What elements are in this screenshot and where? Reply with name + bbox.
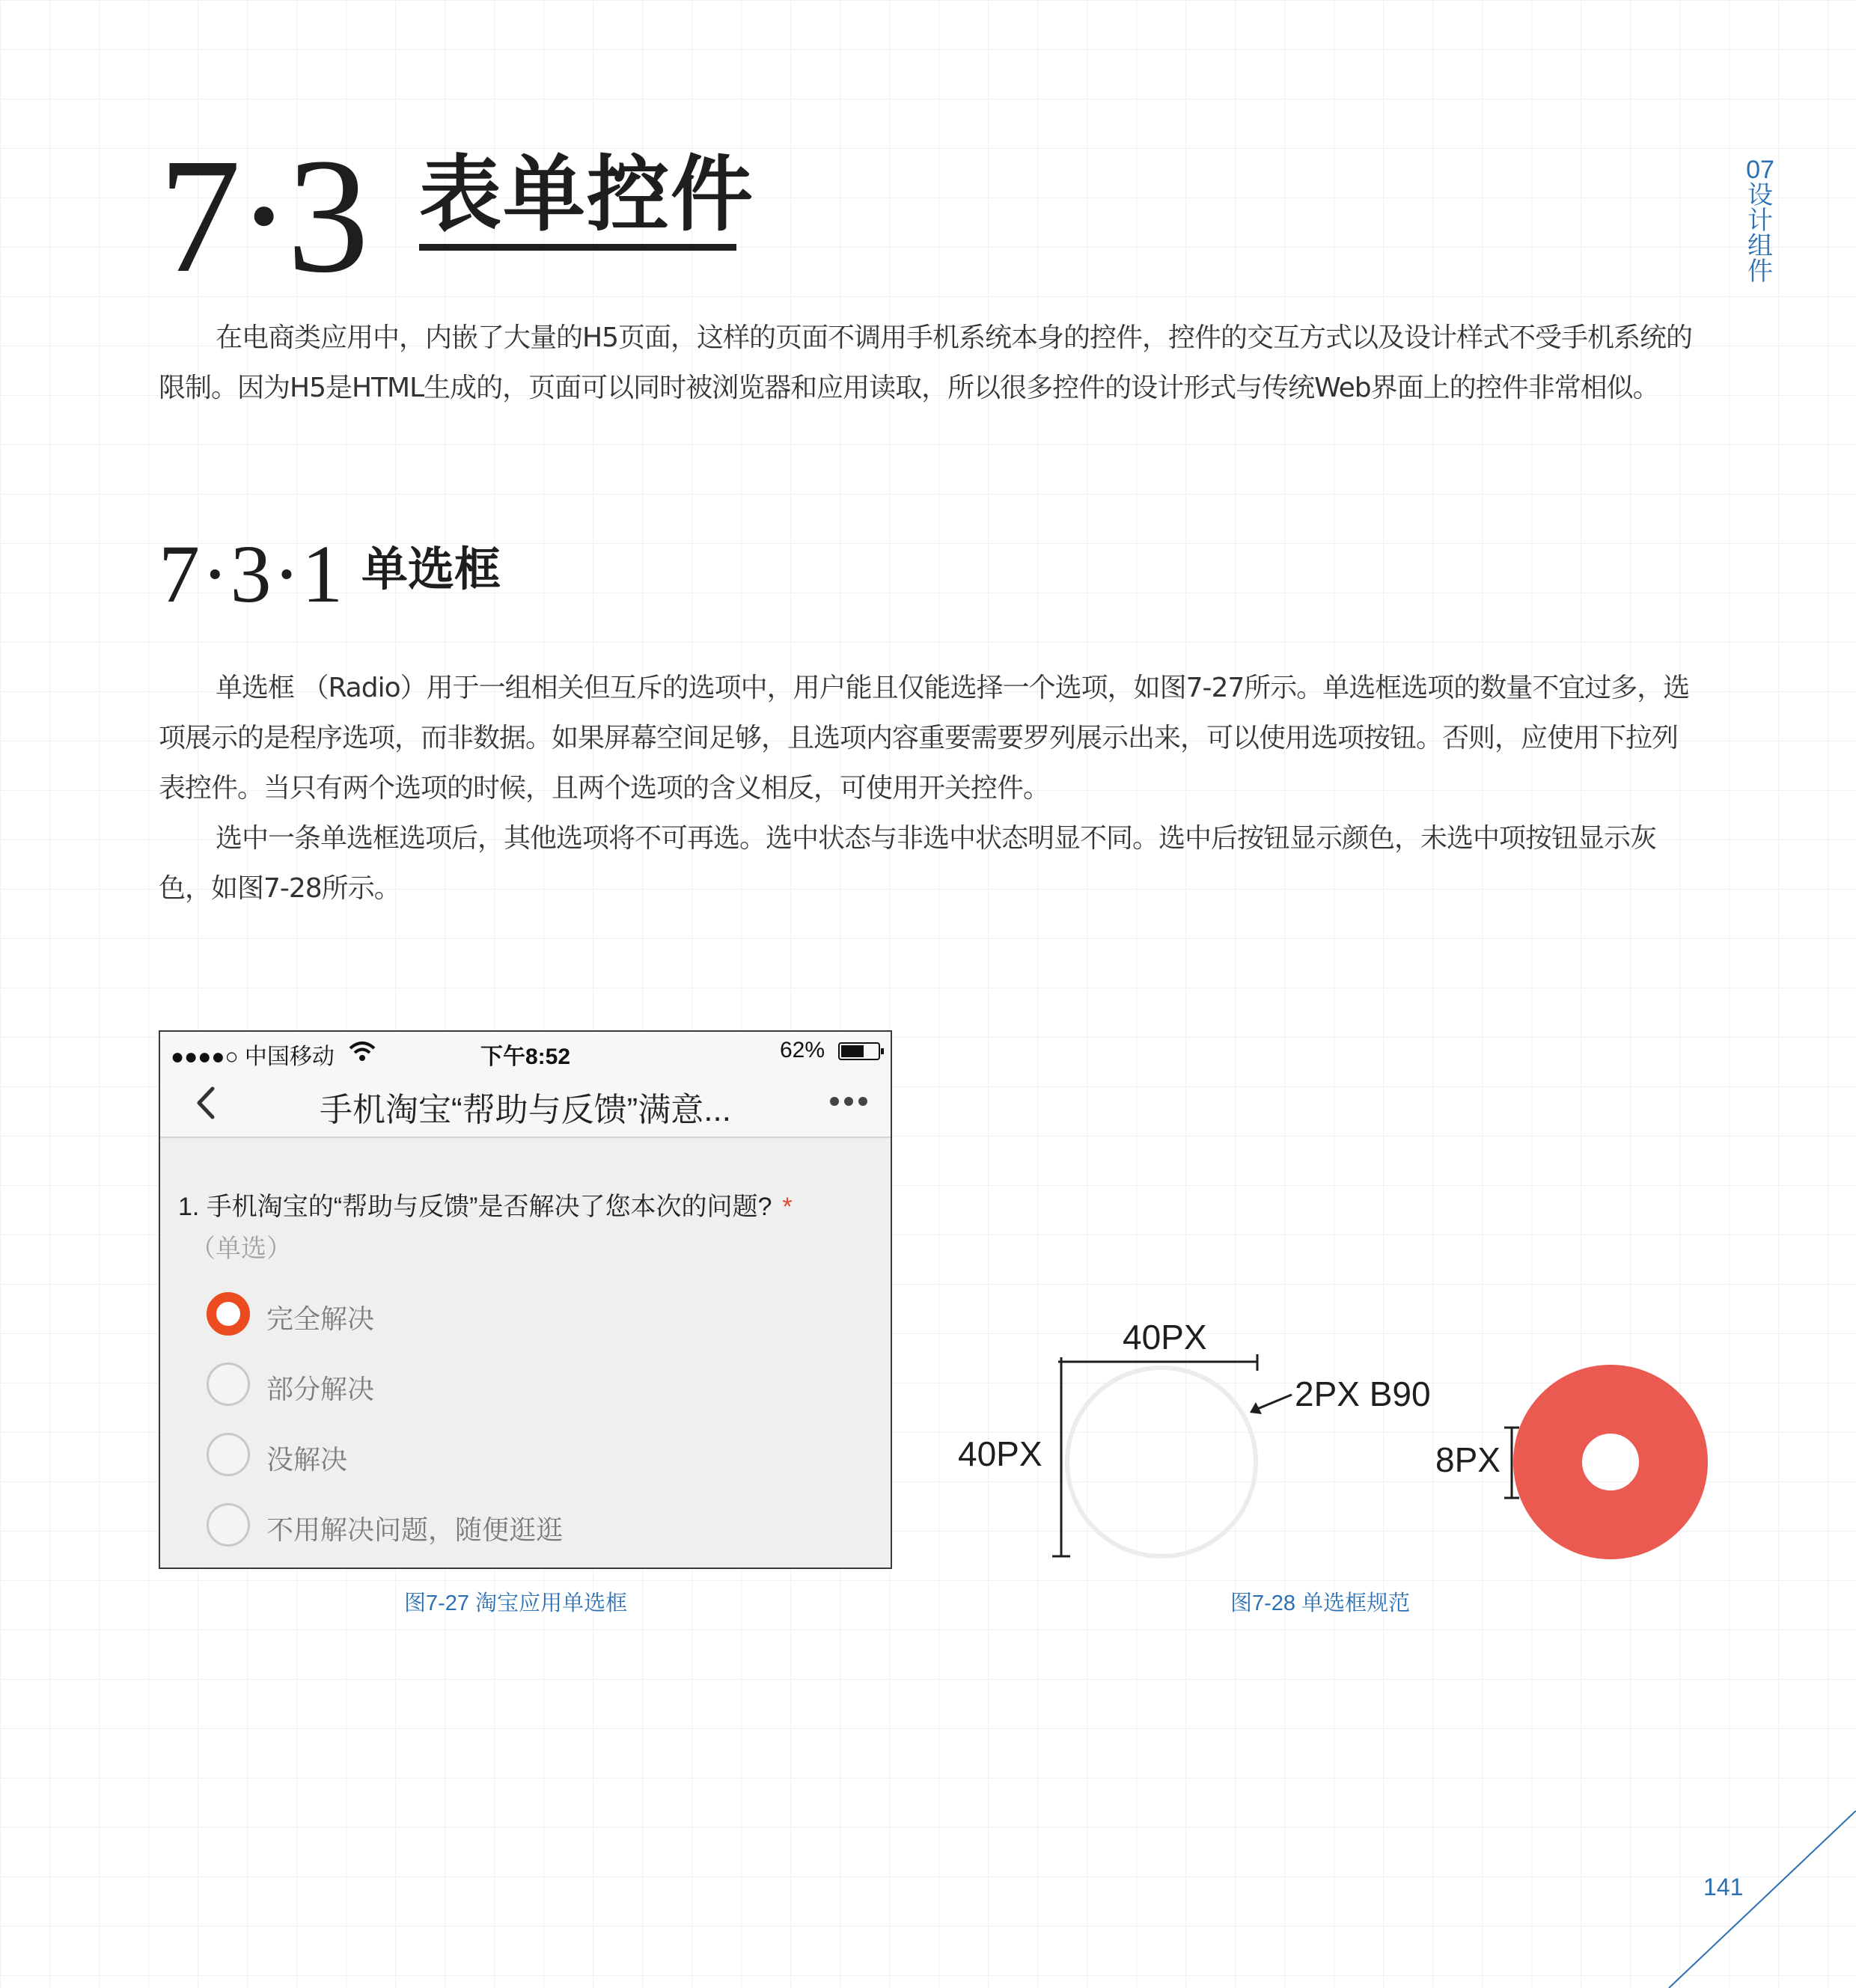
- section-number: 7·3: [159, 124, 365, 307]
- radio-button[interactable]: [207, 1503, 250, 1547]
- status-time: 下午8:52: [480, 1045, 571, 1069]
- radio-spec-diagram: [958, 1302, 1721, 1586]
- radio-button[interactable]: [207, 1433, 250, 1476]
- radio-option-label: 部分解决: [266, 1374, 375, 1404]
- nav-bar: [160, 1069, 891, 1138]
- battery-level: [841, 1045, 864, 1057]
- width-dimension-label: 40PX: [1123, 1318, 1207, 1357]
- chapter-char: 设: [1747, 181, 1773, 209]
- subsection-number: 7·3·1: [159, 528, 345, 620]
- carrier-text: ●●●●○ 中国移动: [171, 1045, 335, 1069]
- chapter-number: 07: [1746, 156, 1774, 184]
- radio-button-checked[interactable]: [207, 1292, 250, 1336]
- phone-screenshot: [159, 1030, 892, 1569]
- body-paragraph: 单选框 （Radio）用于一组相关但互斥的选项中，用户能且仅能选择一个选项，如图7-27所示。单选框选项的数量不宜过多，选项展示的是程序选项，而非数据。如果屏幕空间足够，且选项内容重要需要罗列展示出来，可以使用选项按钮。否则，应使用下拉列表控件。当只有两个选项的时候，且两个选项的含义相反，可使用开关控件。: [159, 673, 1690, 804]
- section-title: 表单控件: [419, 149, 754, 241]
- chapter-char: 件: [1747, 257, 1773, 286]
- battery-percent: 62%: [779, 1038, 825, 1062]
- unchecked-radio-outline: [1067, 1368, 1256, 1556]
- chapter-char: 计: [1747, 207, 1773, 235]
- radio-option-label: 不用解决问题，随便逛逛: [266, 1514, 564, 1545]
- radio-button[interactable]: [207, 1362, 250, 1406]
- chapter-char: 组: [1747, 232, 1773, 260]
- question-type: （单选）: [190, 1235, 292, 1263]
- status-bar: [160, 1032, 891, 1069]
- more-dots-icon[interactable]: [829, 1096, 868, 1107]
- spec-drawing: [958, 1302, 1721, 1586]
- required-mark: *: [782, 1193, 793, 1221]
- subsection-title: 单选框: [361, 544, 501, 596]
- border-spec-label: 2PX B90: [1295, 1374, 1431, 1413]
- radio-option-label: 完全解决: [266, 1303, 375, 1334]
- checked-radio-ring: [1548, 1399, 1673, 1525]
- radio-option-label: 没解决: [266, 1444, 348, 1475]
- figure-caption-7-27: 图7-27 淘宝应用单选框: [404, 1591, 628, 1615]
- battery-icon: [838, 1042, 880, 1060]
- chapter-side-label: [1744, 157, 1777, 284]
- survey-question: [178, 1186, 793, 1223]
- intro-paragraph: 在电商类应用中，内嵌了大量的H5页面，这样的页面不调用手机系统本身的控件，控件的交互方式以及设计样式不受手机系统的限制。因为H5是HTML生成的，页面可以同时被浏览器和应用读取，所以很多控件的设计形式与传统Web界面上的控件非常相似。: [159, 322, 1692, 403]
- section-title-underline: [419, 244, 736, 251]
- figure-caption-7-28: 图7-28 单选框规范: [1230, 1591, 1411, 1615]
- corner-decoration-line: [1646, 1811, 1856, 1988]
- question-text: 1. 手机淘宝的“帮助与反馈”是否解决了您本次的问题?: [178, 1193, 772, 1221]
- height-dimension-label: 40PX: [958, 1434, 1043, 1473]
- page-number: 141: [1703, 1874, 1744, 1900]
- nav-title: 手机淘宝“帮助与反馈”满意...: [320, 1092, 731, 1128]
- ring-thickness-label: 8PX: [1435, 1440, 1501, 1479]
- body-paragraph: 选中一条单选框选项后，其他选项将不可再选。选中状态与非选中状态明显不同。选中后按钮显示颜色，未选中项按钮显示灰色，如图7-28所示。: [159, 823, 1657, 904]
